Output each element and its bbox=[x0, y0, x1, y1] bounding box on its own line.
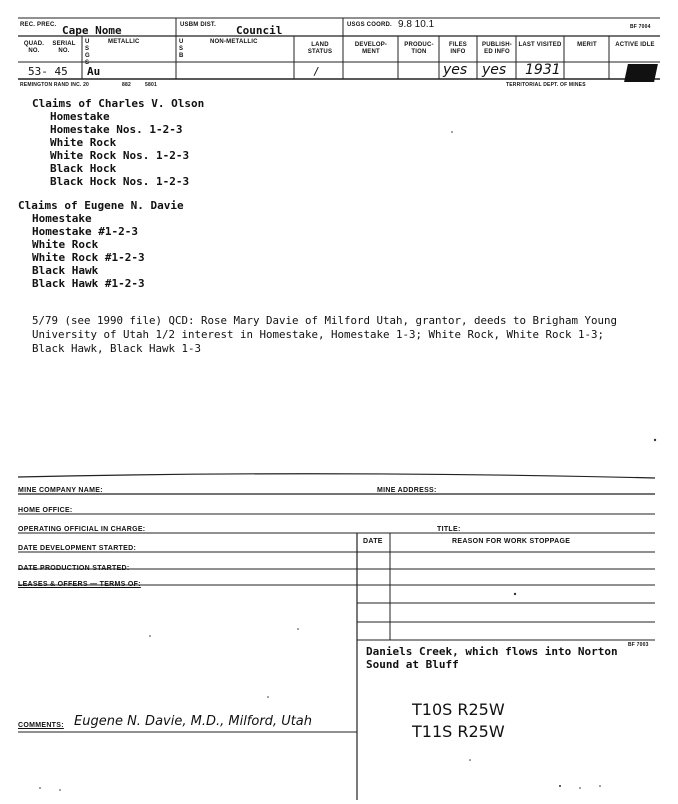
form-code: BF 7004 bbox=[630, 24, 651, 30]
leases-offers-label: LEASES & OFFERS — TERMS OF: bbox=[18, 581, 141, 588]
col-merit: MERIT bbox=[577, 42, 597, 48]
operating-official-label: OPERATING OFFICIAL IN CHARGE: bbox=[18, 526, 146, 533]
township-1: T10S R25W bbox=[412, 700, 505, 719]
usbm-dist-value: Council bbox=[236, 24, 283, 37]
col-files-info: FILES INFO bbox=[448, 42, 467, 55]
comments-value: Eugene N. Davie, M.D., Milford, Utah bbox=[74, 714, 313, 729]
date-development-started-label: DATE DEVELOPMENT STARTED: bbox=[18, 545, 137, 552]
date-column-label: DATE bbox=[363, 538, 383, 545]
quad-serial-value: 53- 45 bbox=[28, 65, 68, 78]
col-development: DEVELOP-MENT bbox=[354, 42, 388, 55]
col-quad-no: QUAD. NO. bbox=[23, 41, 45, 54]
land-status-value: / bbox=[313, 65, 320, 78]
printer-code-1: 882 bbox=[122, 82, 131, 88]
col-last-visited: LAST VISITED bbox=[518, 42, 562, 48]
davie-claim-5: Black Hawk bbox=[32, 264, 99, 277]
note-line-3: Black Hawk, Black Hawk 1-3 bbox=[32, 342, 202, 355]
claims-davie-title: Claims of Eugene N. Davie bbox=[18, 199, 184, 212]
note-line-1: 5/79 (see 1990 file) QCD: Rose Mary Davie of Milford Utah, grantor, deeds to Brigham Young bbox=[32, 314, 618, 327]
olson-claim-4: White Rock Nos. 1-2-3 bbox=[50, 149, 190, 162]
col-metallic: METALLIC bbox=[108, 39, 140, 45]
olson-claim-6: Black Hock Nos. 1-2-3 bbox=[50, 175, 190, 188]
col-published-info: PUBLISH-ED INFO bbox=[482, 42, 512, 55]
township-2: T11S R25W bbox=[412, 722, 505, 741]
comments-label: COMMENTS: bbox=[18, 722, 64, 729]
usgs-coord-label: USGS COORD. bbox=[347, 22, 392, 28]
published-info-value: yes bbox=[482, 62, 507, 78]
form-code-2: BF 7003 bbox=[628, 642, 649, 648]
col-non-metallic: NON-METALLIC bbox=[210, 39, 258, 45]
col-usbm: U S B bbox=[179, 39, 184, 59]
active-idle-mark bbox=[624, 64, 658, 82]
col-production: PRODUC-TION bbox=[404, 42, 434, 55]
reason-column-label: REASON FOR WORK STOPPAGE bbox=[452, 538, 571, 545]
rec-prec-label: REC. PREC. bbox=[20, 22, 57, 28]
dept-label: TERRITORIAL DEPT. OF MINES bbox=[506, 82, 586, 88]
printer-code-2: 5801 bbox=[145, 82, 157, 88]
rec-prec-value: Cape Nome bbox=[62, 24, 122, 37]
davie-claim-6: Black Hawk #1-2-3 bbox=[32, 277, 145, 290]
olson-claim-5: Black Hock bbox=[50, 162, 117, 175]
davie-claim-2: Homestake #1-2-3 bbox=[32, 225, 138, 238]
col-serial-no: SERIAL NO. bbox=[52, 41, 76, 54]
olson-claim-3: White Rock bbox=[50, 136, 117, 149]
last-visited-value: 1931 bbox=[525, 62, 561, 78]
printer-line: REMINGTON RAND INC. 20 bbox=[20, 82, 90, 88]
files-info-value: yes bbox=[443, 62, 468, 78]
metallic-value: Au bbox=[87, 65, 101, 78]
mine-address-label: MINE ADDRESS: bbox=[377, 487, 437, 494]
usbm-dist-label: USBM DIST. bbox=[180, 22, 217, 28]
location-line-1: Daniels Creek, which flows into Norton bbox=[366, 645, 618, 658]
col-usgs: U S G S bbox=[85, 39, 90, 66]
davie-claim-1: Homestake bbox=[32, 212, 92, 225]
olson-claim-1: Homestake bbox=[50, 110, 110, 123]
claims-olson-title: Claims of Charles V. Olson bbox=[32, 97, 205, 110]
note-line-2: University of Utah 1/2 interest in Homestake, Homestake 1-3; White Rock, White Rock 1-3; bbox=[32, 328, 605, 341]
col-land-status: LAND STATUS bbox=[307, 42, 333, 55]
date-production-started-label: DATE PRODUCTION STARTED: bbox=[18, 565, 130, 572]
olson-claim-2: Homestake Nos. 1-2-3 bbox=[50, 123, 183, 136]
col-active-idle: ACTIVE IDLE bbox=[615, 42, 655, 48]
mine-company-name-label: MINE COMPANY NAME: bbox=[18, 487, 103, 494]
title-label: TITLE: bbox=[437, 526, 461, 533]
usgs-coord-value: 9.8 10.1 bbox=[398, 19, 435, 30]
davie-claim-4: White Rock #1-2-3 bbox=[32, 251, 145, 264]
location-line-2: Sound at Bluff bbox=[366, 658, 459, 671]
home-office-label: HOME OFFICE: bbox=[18, 507, 73, 514]
davie-claim-3: White Rock bbox=[32, 238, 99, 251]
